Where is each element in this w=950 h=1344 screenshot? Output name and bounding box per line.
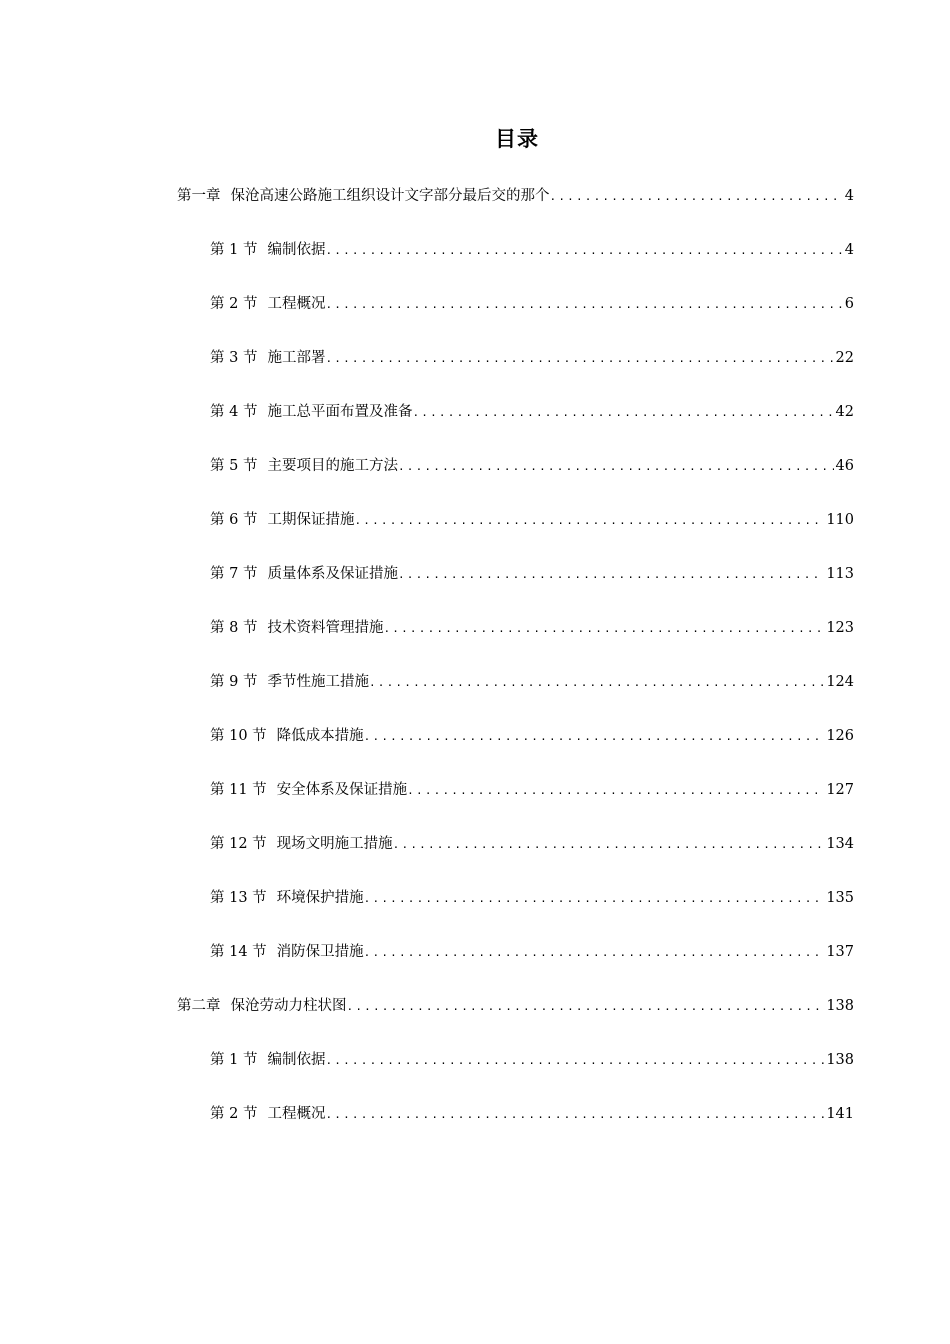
toc-entry-label (177, 178, 550, 214)
toc-leader-dots (398, 449, 834, 485)
toc-entry-label (210, 502, 354, 538)
toc-entry-page: 138 (826, 1052, 854, 1068)
toc-entry-text: 降低成本措施 (276, 728, 364, 744)
toc-entry[interactable] (0, 934, 950, 988)
toc-entry-page: 137 (826, 944, 854, 960)
toc-leader-dots (325, 341, 833, 377)
toc-entry-number: 第 8 节 (210, 620, 258, 636)
toc-entry-page: 127 (826, 782, 854, 798)
toc-leader-dots (412, 395, 833, 431)
toc-entry[interactable] (0, 502, 950, 556)
toc-entry-label (210, 826, 393, 862)
toc-entry[interactable] (0, 664, 950, 718)
toc-entry[interactable] (0, 340, 950, 394)
toc-entry[interactable] (0, 988, 950, 1042)
toc-entry-page: 42 (835, 404, 854, 420)
toc-entry[interactable] (0, 178, 950, 232)
toc-entry-label (210, 556, 398, 592)
toc-entry-text: 保沧劳动力柱状图 (230, 998, 347, 1014)
toc-entry-page: 22 (835, 350, 854, 366)
toc-leader-dots (393, 827, 825, 863)
toc-entry-text: 消防保卫措施 (276, 944, 364, 960)
toc-entry-label (210, 448, 398, 484)
toc-entry[interactable] (0, 610, 950, 664)
toc-leader-dots (407, 773, 824, 809)
toc-entry-number: 第 3 节 (210, 350, 258, 366)
toc-entry-label (210, 934, 364, 970)
toc-entry-text: 技术资料管理措施 (267, 620, 384, 636)
toc-entry-text: 安全体系及保证措施 (276, 782, 408, 798)
toc-leader-dots (364, 935, 825, 971)
toc-entry-number: 第一章 (177, 188, 221, 204)
toc-entry-text: 保沧高速公路施工组织设计文字部分最后交的那个 (230, 188, 550, 204)
toc-entry-number: 第 4 节 (210, 404, 258, 420)
toc-entry[interactable] (0, 286, 950, 340)
toc-entry-number: 第 1 节 (210, 242, 258, 258)
toc-entry-text: 编制依据 (267, 242, 326, 258)
toc-leader-dots (383, 611, 824, 647)
toc-entry-text: 施工部署 (267, 350, 326, 366)
toc-entry-page: 4 (844, 188, 854, 204)
toc-leader-dots (347, 989, 825, 1025)
toc-entry-page: 138 (826, 998, 854, 1014)
toc-entry-number: 第 1 节 (210, 1052, 258, 1068)
toc-leader-dots (369, 665, 824, 701)
toc-leader-dots (325, 1097, 824, 1133)
toc-leader-dots (325, 287, 842, 323)
toc-entry-text: 工期保证措施 (267, 512, 355, 528)
toc-entry-label (210, 394, 412, 430)
toc-entry-number: 第 13 节 (210, 890, 267, 906)
toc-entry-page: 46 (835, 458, 854, 474)
toc-entry-number: 第 12 节 (210, 836, 267, 852)
toc-entry-page: 4 (844, 242, 854, 258)
toc-entry-page: 113 (826, 566, 854, 582)
toc-entry-text: 质量体系及保证措施 (267, 566, 398, 582)
toc-entry-label (210, 1042, 325, 1078)
toc-entry-page: 124 (826, 674, 854, 690)
toc-entry-text: 工程概况 (267, 296, 326, 312)
toc-entry[interactable] (0, 772, 950, 826)
toc-entry-number: 第 11 节 (210, 782, 267, 798)
toc-entry-text: 现场文明施工措施 (276, 836, 393, 852)
toc-entry-number: 第 7 节 (210, 566, 258, 582)
toc-entry-number: 第 6 节 (210, 512, 258, 528)
toc-entry-label (210, 610, 383, 646)
toc-entry-label (210, 880, 364, 916)
toc-entry-page: 6 (844, 296, 854, 312)
toc-entry[interactable] (0, 394, 950, 448)
toc-leader-dots (354, 503, 824, 539)
toc-entry-text: 施工总平面布置及准备 (267, 404, 413, 420)
toc-entry-page: 126 (826, 728, 854, 744)
toc-entry[interactable] (0, 718, 950, 772)
toc-entry[interactable] (0, 1042, 950, 1096)
toc-entry-text: 编制依据 (267, 1052, 326, 1068)
toc-entry[interactable] (0, 1096, 950, 1150)
toc-entry-page: 135 (826, 890, 854, 906)
toc-leader-dots (364, 719, 825, 755)
toc-entry[interactable] (0, 448, 950, 502)
toc-entry-label (210, 772, 407, 808)
toc-entry[interactable] (0, 826, 950, 880)
toc-entry-label (210, 232, 325, 268)
toc-entry-text: 工程概况 (267, 1106, 326, 1122)
toc-entry[interactable] (0, 880, 950, 934)
toc-entry-text: 季节性施工措施 (267, 674, 369, 690)
toc-title: 目录 (495, 127, 539, 151)
toc-entry-label (210, 664, 369, 700)
toc-entry-number: 第 10 节 (210, 728, 267, 744)
toc-leader-dots (550, 179, 843, 215)
toc-entry[interactable] (0, 232, 950, 286)
toc-entry-number: 第 2 节 (210, 296, 258, 312)
toc-entry-page: 110 (826, 512, 854, 528)
toc-leader-dots (325, 1043, 824, 1079)
toc-leader-dots (398, 557, 824, 593)
toc-entry-number: 第二章 (177, 998, 221, 1014)
toc-entry-label (177, 988, 347, 1024)
toc-entry-label (210, 1096, 325, 1132)
toc-entry-label (210, 340, 325, 376)
toc-entry-number: 第 5 节 (210, 458, 258, 474)
toc-list (0, 178, 950, 1150)
toc-entry-page: 134 (826, 836, 854, 852)
toc-leader-dots (325, 233, 842, 269)
toc-entry-label (210, 286, 325, 322)
toc-entry-number: 第 2 节 (210, 1106, 258, 1122)
toc-leader-dots (364, 881, 825, 917)
toc-entry-number: 第 9 节 (210, 674, 258, 690)
toc-entry-page: 141 (826, 1106, 854, 1122)
toc-entry-text: 环境保护措施 (276, 890, 364, 906)
toc-entry-number: 第 14 节 (210, 944, 267, 960)
toc-entry[interactable] (0, 556, 950, 610)
toc-entry-label (210, 718, 364, 754)
toc-entry-text: 主要项目的施工方法 (267, 458, 398, 474)
toc-entry-page: 123 (826, 620, 854, 636)
